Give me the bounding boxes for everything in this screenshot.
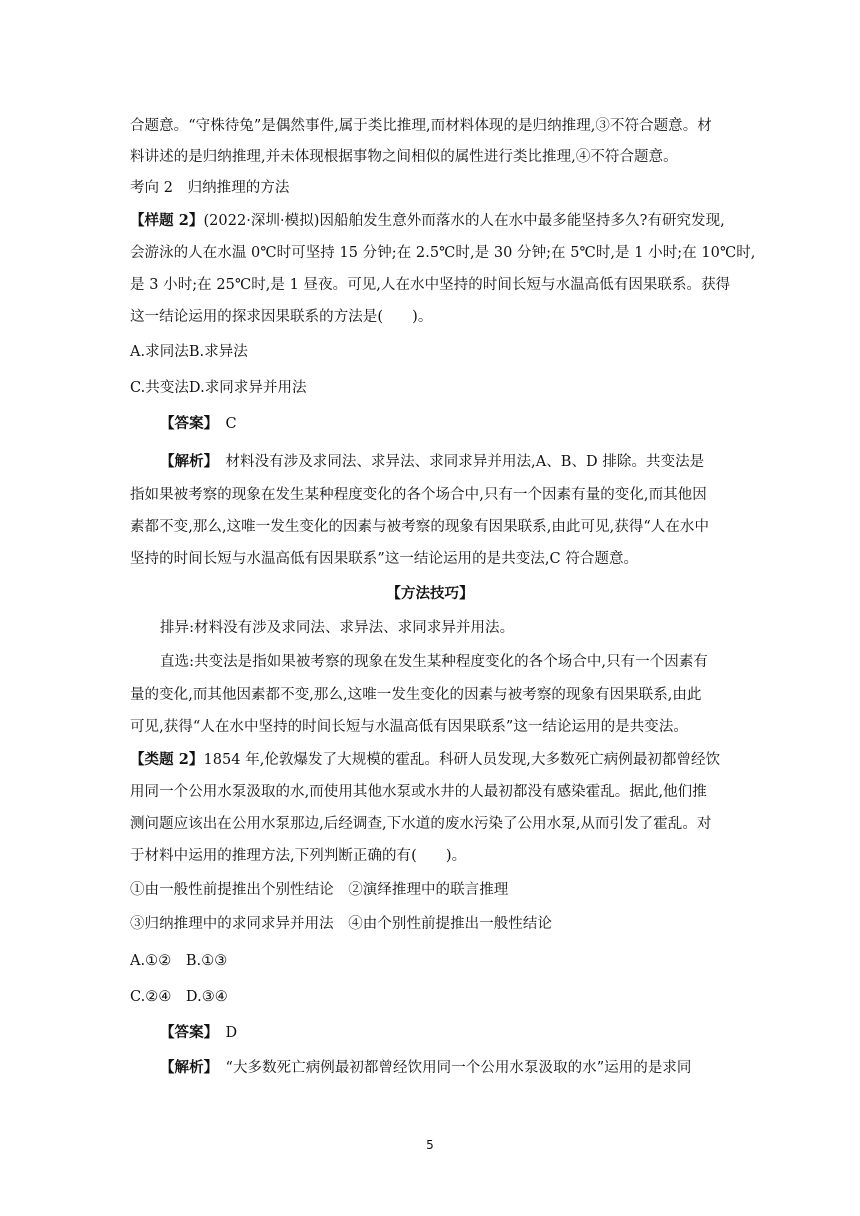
answer-tag: 【答案】 [160, 415, 211, 432]
statement-line: ③归纳推理中的求同求异并用法 ④由个别性前提推出一般性结论 [130, 916, 552, 932]
section-heading: 考向 2 归纳推理的方法 [130, 180, 290, 196]
text-line: 可见,获得“人在水中坚持的时间长短与水温高低有因果联系”这一结论运用的是共变法。 [130, 719, 688, 735]
analysis-tag: 【解析】 [160, 453, 211, 470]
text-line: 这一结论运用的探求因果联系的方法是( )。 [130, 309, 433, 325]
answer-tag: 【答案】 [160, 1024, 211, 1041]
example-question-line [130, 211, 742, 231]
analysis-line [160, 452, 742, 472]
example-tag: 【样题 2】 [130, 212, 204, 229]
answer-value: C [210, 416, 237, 432]
text-line: 会游泳的人在水温 0℃时可坚持 15 分钟;在 2.5℃时,是 30 分钟;在 5℃时,是 1 小时;在 10℃时, [130, 245, 756, 261]
text-line: 素都不变,那么,这唯一发生变化的因素与被考察的现象有因果联系,由此可见,获得“人在水中 [130, 519, 709, 535]
answer-line [160, 414, 742, 434]
text-line: 是 3 小时;在 25℃时,是 1 昼夜。可见,人在水中坚持的时间长短与水温高低有因果联系。获得 [130, 277, 731, 293]
option-line: A.①② B.①③ [130, 953, 228, 969]
text-line: 量的变化,而其他因素都不变,那么,这唯一发生变化的因素与被考察的现象有因果联系,由此 [130, 687, 702, 703]
text-line: 测问题应该出在公用水泵那边,后经调查,下水道的废水污染了公用水泵,从而引发了霍乱。对 [130, 816, 712, 832]
analysis-line [160, 1058, 742, 1078]
answer-value: D [210, 1025, 238, 1041]
text-line: 用同一个公用水泵汲取的水,而使用其他水泵或水井的人最初都没有感染霍乱。据此,他们推 [130, 784, 707, 800]
analysis-tag: 【解析】 [160, 1059, 211, 1076]
answer-line [160, 1023, 742, 1043]
text-span: 材料没有涉及求同法、求异法、求同求异并用法,A、B、D 排除。共变法是 [210, 454, 705, 470]
text-line: 料讲述的是归纳推理,并未体现根据事物之间相似的属性进行类比推理,④不符合题意。 [130, 149, 678, 165]
method-heading: 【方法技巧】 [386, 585, 474, 602]
similar-question-line [130, 750, 742, 770]
page-number: 5 [426, 1138, 434, 1152]
text-line: 排异:材料没有涉及求同法、求异法、求同求异并用法。 [160, 620, 515, 636]
text-line: 直选:共变法是指如果被考察的现象在发生某种程度变化的各个场合中,只有一个因素有 [160, 654, 708, 670]
text-line: 指如果被考察的现象在发生某种程度变化的各个场合中,只有一个因素有量的变化,而其他因 [130, 487, 707, 503]
statement-line: ①由一般性前提推出个别性结论 ②演绎推理中的联言推理 [130, 882, 509, 898]
text-span: “大多数死亡病例最初都曾经饮用同一个公用水泵汲取的水”运用的是求同 [210, 1060, 692, 1076]
option-line: A.求同法B.求异法 [130, 344, 248, 360]
text-line: 于材料中运用的推理方法,下列判断正确的有( )。 [130, 848, 467, 864]
text-span: (2022·深圳·模拟)因船舶发生意外而落水的人在水中最多能坚持多久?有研究发现, [203, 213, 725, 229]
similar-tag: 【类题 2】 [130, 751, 204, 768]
text-line: 坚持的时间长短与水温高低有因果联系”这一结论运用的是共变法,C 符合题意。 [130, 551, 639, 567]
option-line: C.共变法D.求同求异并用法 [130, 380, 307, 396]
text-line: 合题意。“守株待兔”是偶然事件,属于类比推理,而材料体现的是归纳推理,③不符合题意。材 [130, 118, 712, 134]
option-line: C.②④ D.③④ [130, 989, 228, 1005]
text-span: 1854 年,伦敦爆发了大规模的霍乱。科研人员发现,大多数死亡病例最初都曾经饮 [203, 752, 721, 768]
